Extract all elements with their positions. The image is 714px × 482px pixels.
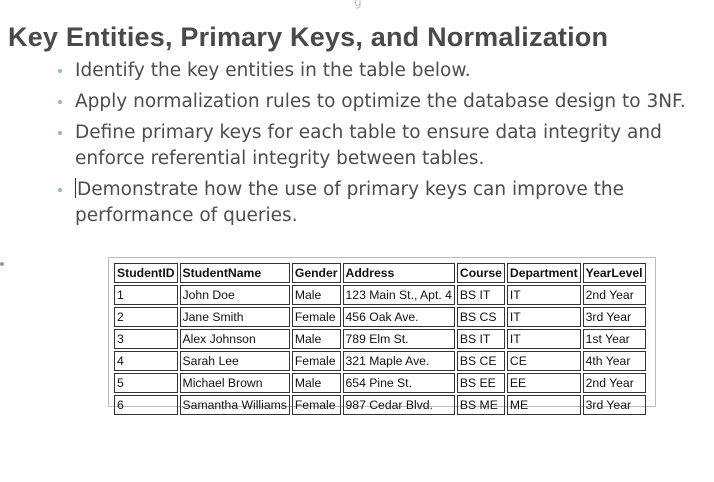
cell-studentname: Michael Brown [180, 373, 290, 393]
col-header-address: Address [343, 263, 455, 283]
cell-yearlevel: 1st Year [583, 329, 646, 349]
top-edge-artifact: ɡ [354, 0, 362, 9]
cell-studentid: 3 [114, 329, 178, 349]
cell-department: IT [507, 285, 581, 305]
cell-studentid: 4 [114, 351, 178, 371]
cell-address: 456 Oak Ave. [343, 307, 455, 327]
col-header-yearlevel: YearLevel [583, 263, 646, 283]
cell-department: IT [507, 307, 581, 327]
table-row [114, 285, 646, 305]
cell-gender: Male [292, 285, 341, 305]
cell-studentid: 5 [114, 373, 178, 393]
cell-studentid: 6 [114, 395, 178, 415]
slide-title[interactable]: Key Entities, Primary Keys, and Normalization [8, 22, 609, 52]
cell-studentname: Sarah Lee [180, 351, 290, 371]
cell-studentname: Jane Smith [180, 307, 290, 327]
col-header-department: Department [507, 263, 581, 283]
bullet-item[interactable] [55, 177, 705, 229]
cell-yearlevel: 2nd Year [583, 373, 646, 393]
cell-gender: Female [292, 307, 341, 327]
student-table[interactable] [112, 261, 648, 417]
cell-yearlevel: 3rd Year [583, 395, 646, 415]
cell-course: BS IT [457, 329, 505, 349]
cell-gender: Female [292, 351, 341, 371]
col-header-studentid: StudentID [114, 263, 178, 283]
bullet-item[interactable] [55, 58, 705, 84]
cell-studentid: 1 [114, 285, 178, 305]
bullet-item[interactable] [55, 89, 705, 115]
bullet-dot-icon [58, 100, 62, 104]
cell-department: CE [507, 351, 581, 371]
cell-yearlevel: 4th Year [583, 351, 646, 371]
cell-gender: Male [292, 373, 341, 393]
text-cursor [75, 178, 76, 198]
cell-course: BS IT [457, 285, 505, 305]
cell-gender: Female [292, 395, 341, 415]
col-header-gender: Gender [292, 263, 341, 283]
bullet-dot-icon [58, 188, 62, 192]
bullet-list[interactable] [55, 58, 705, 234]
cell-gender: Male [292, 329, 341, 349]
cell-address: 789 Elm St. [343, 329, 455, 349]
table-row [114, 329, 646, 349]
table-row [114, 351, 646, 371]
cell-address: 654 Pine St. [343, 373, 455, 393]
cell-address: 987 Cedar Blvd. [343, 395, 455, 415]
cell-course: BS CS [457, 307, 505, 327]
table-header-row [114, 263, 646, 283]
cell-department: IT [507, 329, 581, 349]
cell-yearlevel: 3rd Year [583, 307, 646, 327]
bullet-dot-icon [58, 131, 62, 135]
table-row [114, 373, 646, 393]
cell-studentname: Alex Johnson [180, 329, 290, 349]
cell-department: EE [507, 373, 581, 393]
cell-course: BS ME [457, 395, 505, 415]
cell-studentname: Samantha Williams [180, 395, 290, 415]
col-header-studentname: StudentName [180, 263, 290, 283]
table-row [114, 395, 646, 415]
col-header-course: Course [457, 263, 505, 283]
cell-studentid: 2 [114, 307, 178, 327]
bullet-text: Identify the key entities in the table below. [75, 60, 471, 81]
left-edge-marker [0, 262, 4, 266]
bullet-dot-icon [58, 69, 62, 73]
bullet-text: Define primary keys for each table to ensure data integrity and enforce referential integrity between tables. [75, 122, 662, 169]
cell-address: 123 Main St., Apt. 4 [343, 285, 455, 305]
cell-department: ME [507, 395, 581, 415]
bullet-text: Demonstrate how the use of primary keys can improve the performance of queries. [75, 179, 624, 226]
cell-studentname: John Doe [180, 285, 290, 305]
table-row [114, 307, 646, 327]
bullet-text: Apply normalization rules to optimize the database design to 3NF. [75, 91, 686, 112]
bullet-item[interactable] [55, 120, 705, 172]
cell-course: BS EE [457, 373, 505, 393]
cell-address: 321 Maple Ave. [343, 351, 455, 371]
cell-course: BS CE [457, 351, 505, 371]
cell-yearlevel: 2nd Year [583, 285, 646, 305]
student-table-container[interactable] [108, 257, 656, 412]
